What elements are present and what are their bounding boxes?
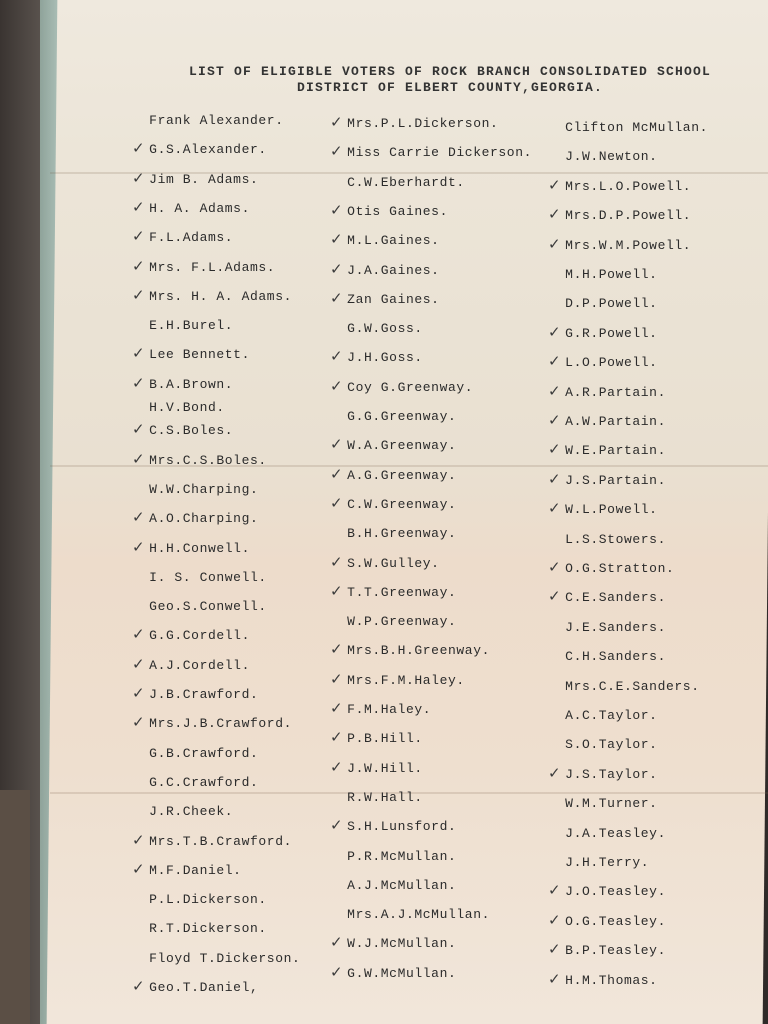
check-mark-icon: ✓ bbox=[330, 699, 344, 717]
voter-entry bbox=[330, 904, 490, 922]
check-mark-icon: ✓ bbox=[330, 142, 344, 160]
check-mark-icon: ✓ bbox=[132, 538, 146, 556]
voter-name: J.E.Sanders. bbox=[565, 620, 666, 635]
voter-name: J.W.Newton. bbox=[565, 149, 658, 164]
voter-entry bbox=[548, 558, 674, 576]
voter-entry bbox=[548, 117, 708, 135]
voter-entry bbox=[132, 397, 225, 415]
voter-entry bbox=[132, 110, 284, 128]
voter-entry bbox=[548, 734, 658, 752]
check-mark-icon: ✓ bbox=[132, 169, 146, 187]
voter-entry bbox=[132, 198, 250, 216]
voter-name: C.W.Eberhardt. bbox=[347, 175, 465, 190]
voter-entry bbox=[132, 450, 267, 468]
voter-entry bbox=[548, 940, 666, 958]
check-mark-icon: ✓ bbox=[132, 344, 146, 362]
check-mark-icon: ✓ bbox=[330, 640, 344, 658]
voter-entry bbox=[548, 440, 666, 458]
voter-name: E.H.Burel. bbox=[149, 318, 234, 333]
check-mark-icon: ✓ bbox=[132, 831, 146, 849]
voter-name: Mrs.D.P.Powell. bbox=[565, 208, 692, 223]
voter-name: H.V.Bond. bbox=[149, 400, 225, 415]
voter-name: Floyd T.Dickerson. bbox=[149, 951, 301, 966]
check-mark-icon: ✓ bbox=[330, 758, 344, 776]
voter-name: W.J.McMullan. bbox=[347, 936, 457, 951]
voter-entry bbox=[548, 881, 666, 899]
check-mark-icon: ✓ bbox=[132, 198, 146, 216]
voter-entry bbox=[132, 655, 250, 673]
voter-name: G.W.McMullan. bbox=[347, 966, 457, 981]
voter-name: A.G.Greenway. bbox=[347, 468, 457, 483]
voter-entry bbox=[330, 846, 456, 864]
voter-name: J.B.Crawford. bbox=[149, 687, 259, 702]
voter-name: Mrs.W.M.Powell. bbox=[565, 238, 692, 253]
voter-name: M.F.Daniel. bbox=[149, 863, 242, 878]
voter-entry bbox=[330, 318, 423, 336]
voter-entry bbox=[548, 176, 691, 194]
voter-name: W.A.Greenway. bbox=[347, 438, 457, 453]
voter-entry bbox=[548, 293, 658, 311]
check-mark-icon: ✓ bbox=[330, 582, 344, 600]
voter-entry bbox=[330, 875, 456, 893]
voter-name: Mrs.C.E.Sanders. bbox=[565, 679, 700, 694]
voter-entry bbox=[330, 611, 456, 629]
voter-name: G.G.Greenway. bbox=[347, 409, 457, 424]
voter-name: I. S. Conwell. bbox=[149, 570, 267, 585]
voter-entry bbox=[548, 646, 666, 664]
voter-entry bbox=[330, 377, 473, 395]
check-mark-icon: ✓ bbox=[132, 508, 146, 526]
check-mark-icon: ✓ bbox=[548, 323, 562, 341]
voter-entry bbox=[132, 801, 233, 819]
voter-entry bbox=[548, 705, 658, 723]
voter-entry bbox=[132, 257, 275, 275]
voter-name: Geo.T.Daniel, bbox=[149, 980, 259, 995]
voter-name: L.S.Stowers. bbox=[565, 532, 666, 547]
voter-entry bbox=[132, 743, 258, 761]
check-mark-icon: ✓ bbox=[330, 113, 344, 131]
voter-name: J.A.Gaines. bbox=[347, 263, 440, 278]
voter-name: F.M.Haley. bbox=[347, 702, 432, 717]
voter-name: J.S.Taylor. bbox=[565, 767, 658, 782]
voter-entry bbox=[132, 860, 242, 878]
voter-name: Jim B. Adams. bbox=[149, 172, 259, 187]
voter-entry bbox=[330, 933, 456, 951]
voter-name: H.M.Thomas. bbox=[565, 973, 658, 988]
voter-entry bbox=[132, 625, 250, 643]
check-mark-icon: ✓ bbox=[330, 670, 344, 688]
voter-name: Miss Carrie Dickerson. bbox=[347, 145, 532, 160]
check-mark-icon: ✓ bbox=[132, 139, 146, 157]
voter-name: Frank Alexander. bbox=[149, 113, 284, 128]
voter-name: A.C.Taylor. bbox=[565, 708, 658, 723]
voter-entry bbox=[330, 347, 423, 365]
voter-entry bbox=[330, 201, 448, 219]
check-mark-icon: ✓ bbox=[548, 499, 562, 517]
check-mark-icon: ✓ bbox=[330, 260, 344, 278]
voter-name: G.C.Crawford. bbox=[149, 775, 259, 790]
voter-entry bbox=[548, 793, 658, 811]
voter-entry bbox=[548, 499, 658, 517]
check-mark-icon: ✓ bbox=[548, 764, 562, 782]
voter-name: S.O.Taylor. bbox=[565, 737, 658, 752]
check-mark-icon: ✓ bbox=[548, 881, 562, 899]
check-mark-icon: ✓ bbox=[548, 970, 562, 988]
voter-entry bbox=[132, 374, 233, 392]
voter-entry bbox=[548, 411, 666, 429]
voter-name: P.L.Dickerson. bbox=[149, 892, 267, 907]
voter-name: P.B.Hill. bbox=[347, 731, 423, 746]
voter-name: G.S.Alexander. bbox=[149, 142, 267, 157]
table-surface-lower bbox=[0, 790, 30, 1024]
voter-name: C.E.Sanders. bbox=[565, 590, 666, 605]
voter-name: R.W.Hall. bbox=[347, 790, 423, 805]
voter-name: A.R.Partain. bbox=[565, 385, 666, 400]
voter-name: Zan Gaines. bbox=[347, 292, 440, 307]
voter-name: Mrs.A.J.McMullan. bbox=[347, 907, 490, 922]
voter-name: Mrs.C.S.Boles. bbox=[149, 453, 267, 468]
check-mark-icon: ✓ bbox=[132, 450, 146, 468]
voter-entry bbox=[548, 529, 666, 547]
voter-name: O.G.Stratton. bbox=[565, 561, 675, 576]
voter-entry bbox=[132, 315, 233, 333]
voter-name: W.E.Partain. bbox=[565, 443, 666, 458]
check-mark-icon: ✓ bbox=[548, 205, 562, 223]
voter-entry bbox=[330, 963, 456, 981]
check-mark-icon: ✓ bbox=[132, 286, 146, 304]
voter-entry bbox=[132, 713, 292, 731]
voter-entry bbox=[330, 728, 423, 746]
voter-name: C.H.Sanders. bbox=[565, 649, 666, 664]
check-mark-icon: ✓ bbox=[132, 977, 146, 995]
voter-name: G.R.Powell. bbox=[565, 326, 658, 341]
voter-entry bbox=[132, 227, 233, 245]
voter-entry bbox=[132, 420, 233, 438]
check-mark-icon: ✓ bbox=[132, 374, 146, 392]
voter-entry bbox=[330, 465, 456, 483]
voter-entry bbox=[132, 596, 267, 614]
voter-entry bbox=[548, 970, 658, 988]
voter-entry bbox=[132, 948, 300, 966]
voter-entry bbox=[132, 567, 267, 585]
voter-entry bbox=[548, 852, 649, 870]
voter-entry bbox=[330, 523, 456, 541]
voter-entry bbox=[330, 142, 532, 160]
voter-name: J.A.Teasley. bbox=[565, 826, 666, 841]
voter-entry bbox=[132, 889, 267, 907]
voter-entry bbox=[132, 508, 258, 526]
check-mark-icon: ✓ bbox=[330, 963, 344, 981]
check-mark-icon: ✓ bbox=[132, 860, 146, 878]
voter-name: W.P.Greenway. bbox=[347, 614, 457, 629]
check-mark-icon: ✓ bbox=[548, 382, 562, 400]
check-mark-icon: ✓ bbox=[330, 230, 344, 248]
voter-entry bbox=[330, 816, 456, 834]
voter-name: D.P.Powell. bbox=[565, 296, 658, 311]
voter-entry bbox=[548, 264, 658, 282]
voter-entry bbox=[132, 286, 292, 304]
voter-entry bbox=[548, 587, 666, 605]
check-mark-icon: ✓ bbox=[548, 352, 562, 370]
voter-name: T.T.Greenway. bbox=[347, 585, 457, 600]
voter-name: Mrs. F.L.Adams. bbox=[149, 260, 276, 275]
check-mark-icon: ✓ bbox=[548, 470, 562, 488]
voter-name: C.W.Greenway. bbox=[347, 497, 457, 512]
voter-entry bbox=[330, 230, 440, 248]
check-mark-icon: ✓ bbox=[330, 289, 344, 307]
voter-name: J.S.Partain. bbox=[565, 473, 666, 488]
voter-name: A.J.McMullan. bbox=[347, 878, 457, 893]
check-mark-icon: ✓ bbox=[132, 227, 146, 245]
voter-entry bbox=[330, 260, 440, 278]
voter-entry bbox=[132, 831, 292, 849]
voter-name: J.O.Teasley. bbox=[565, 884, 666, 899]
voter-name: A.J.Cordell. bbox=[149, 658, 250, 673]
voter-name: J.W.Hill. bbox=[347, 761, 423, 776]
voter-name: A.W.Partain. bbox=[565, 414, 666, 429]
check-mark-icon: ✓ bbox=[330, 933, 344, 951]
voter-name: F.L.Adams. bbox=[149, 230, 234, 245]
check-mark-icon: ✓ bbox=[330, 435, 344, 453]
voter-name: S.H.Lunsford. bbox=[347, 819, 457, 834]
voter-name: L.O.Powell. bbox=[565, 355, 658, 370]
voter-name: G.W.Goss. bbox=[347, 321, 423, 336]
check-mark-icon: ✓ bbox=[132, 655, 146, 673]
voter-entry bbox=[330, 787, 423, 805]
voter-entry bbox=[548, 352, 658, 370]
check-mark-icon: ✓ bbox=[330, 377, 344, 395]
voter-name: Geo.S.Conwell. bbox=[149, 599, 267, 614]
voter-name: Mrs.T.B.Crawford. bbox=[149, 834, 292, 849]
voter-name: Clifton McMullan. bbox=[565, 120, 708, 135]
voter-entry bbox=[330, 699, 431, 717]
voter-name: Mrs.J.B.Crawford. bbox=[149, 716, 292, 731]
voter-name: Mrs.L.O.Powell. bbox=[565, 179, 692, 194]
voter-entry bbox=[132, 538, 250, 556]
voter-name: Mrs.P.L.Dickerson. bbox=[347, 116, 499, 131]
voter-name: Mrs.F.M.Haley. bbox=[347, 673, 465, 688]
voter-name: Mrs.B.H.Greenway. bbox=[347, 643, 490, 658]
check-mark-icon: ✓ bbox=[330, 816, 344, 834]
check-mark-icon: ✓ bbox=[548, 587, 562, 605]
voter-name: R.T.Dickerson. bbox=[149, 921, 267, 936]
voter-entry bbox=[330, 172, 465, 190]
check-mark-icon: ✓ bbox=[330, 553, 344, 571]
voter-entry bbox=[330, 582, 456, 600]
check-mark-icon: ✓ bbox=[132, 684, 146, 702]
voter-entry bbox=[548, 617, 666, 635]
check-mark-icon: ✓ bbox=[548, 176, 562, 194]
check-mark-icon: ✓ bbox=[330, 201, 344, 219]
check-mark-icon: ✓ bbox=[132, 420, 146, 438]
document-title-line1: LIST OF ELIGIBLE VOTERS OF ROCK BRANCH CONSOLIDATED SCHOOL bbox=[188, 64, 712, 79]
voter-name: Otis Gaines. bbox=[347, 204, 448, 219]
voter-name: B.H.Greenway. bbox=[347, 526, 457, 541]
check-mark-icon: ✓ bbox=[132, 625, 146, 643]
voter-name: C.S.Boles. bbox=[149, 423, 234, 438]
voter-entry bbox=[330, 758, 423, 776]
check-mark-icon: ✓ bbox=[330, 465, 344, 483]
check-mark-icon: ✓ bbox=[330, 494, 344, 512]
voter-entry bbox=[548, 764, 658, 782]
voter-name: M.H.Powell. bbox=[565, 267, 658, 282]
check-mark-icon: ✓ bbox=[132, 257, 146, 275]
voter-entry bbox=[132, 918, 267, 936]
voter-entry bbox=[330, 289, 440, 307]
voter-name: Lee Bennett. bbox=[149, 347, 250, 362]
voter-entry bbox=[548, 323, 658, 341]
voter-name: Coy G.Greenway. bbox=[347, 380, 474, 395]
voter-name: A.O.Charping. bbox=[149, 511, 259, 526]
voter-entry bbox=[330, 640, 490, 658]
check-mark-icon: ✓ bbox=[548, 911, 562, 929]
voter-name: H.H.Conwell. bbox=[149, 541, 250, 556]
voter-name: W.L.Powell. bbox=[565, 502, 658, 517]
voter-entry bbox=[132, 772, 258, 790]
voter-entry bbox=[548, 676, 700, 694]
voter-name: M.L.Gaines. bbox=[347, 233, 440, 248]
voter-name: G.G.Cordell. bbox=[149, 628, 250, 643]
voter-entry bbox=[132, 169, 258, 187]
voter-entry bbox=[132, 977, 258, 995]
check-mark-icon: ✓ bbox=[548, 558, 562, 576]
voter-name: P.R.McMullan. bbox=[347, 849, 457, 864]
voter-name: B.A.Brown. bbox=[149, 377, 234, 392]
voter-entry bbox=[330, 553, 440, 571]
check-mark-icon: ✓ bbox=[132, 713, 146, 731]
voter-entry bbox=[548, 205, 691, 223]
voter-entry bbox=[548, 235, 691, 253]
voter-entry bbox=[548, 146, 658, 164]
voter-name: H. A. Adams. bbox=[149, 201, 250, 216]
voter-entry bbox=[330, 494, 456, 512]
voter-name: J.H.Terry. bbox=[565, 855, 650, 870]
voter-entry bbox=[548, 470, 666, 488]
check-mark-icon: ✓ bbox=[330, 347, 344, 365]
check-mark-icon: ✓ bbox=[548, 940, 562, 958]
voter-name: S.W.Gulley. bbox=[347, 556, 440, 571]
voter-name: J.H.Goss. bbox=[347, 350, 423, 365]
check-mark-icon: ✓ bbox=[548, 235, 562, 253]
voter-name: W.M.Turner. bbox=[565, 796, 658, 811]
voter-entry bbox=[548, 382, 666, 400]
document-title-line2: DISTRICT OF ELBERT COUNTY,GEORGIA. bbox=[296, 80, 604, 95]
voter-entry bbox=[548, 911, 666, 929]
voter-entry bbox=[330, 435, 456, 453]
voter-entry bbox=[548, 823, 666, 841]
voter-entry bbox=[132, 139, 267, 157]
voter-name: Mrs. H. A. Adams. bbox=[149, 289, 292, 304]
voter-name: W.W.Charping. bbox=[149, 482, 259, 497]
check-mark-icon: ✓ bbox=[330, 728, 344, 746]
voter-entry bbox=[132, 479, 258, 497]
voter-name: B.P.Teasley. bbox=[565, 943, 666, 958]
voter-name: O.G.Teasley. bbox=[565, 914, 666, 929]
voter-name: G.B.Crawford. bbox=[149, 746, 259, 761]
voter-entry bbox=[132, 344, 250, 362]
voter-name: J.R.Cheek. bbox=[149, 804, 234, 819]
voter-entry bbox=[330, 670, 465, 688]
voter-entry bbox=[132, 684, 258, 702]
voter-entry bbox=[330, 406, 456, 424]
check-mark-icon: ✓ bbox=[548, 440, 562, 458]
voter-entry bbox=[330, 113, 498, 131]
check-mark-icon: ✓ bbox=[548, 411, 562, 429]
